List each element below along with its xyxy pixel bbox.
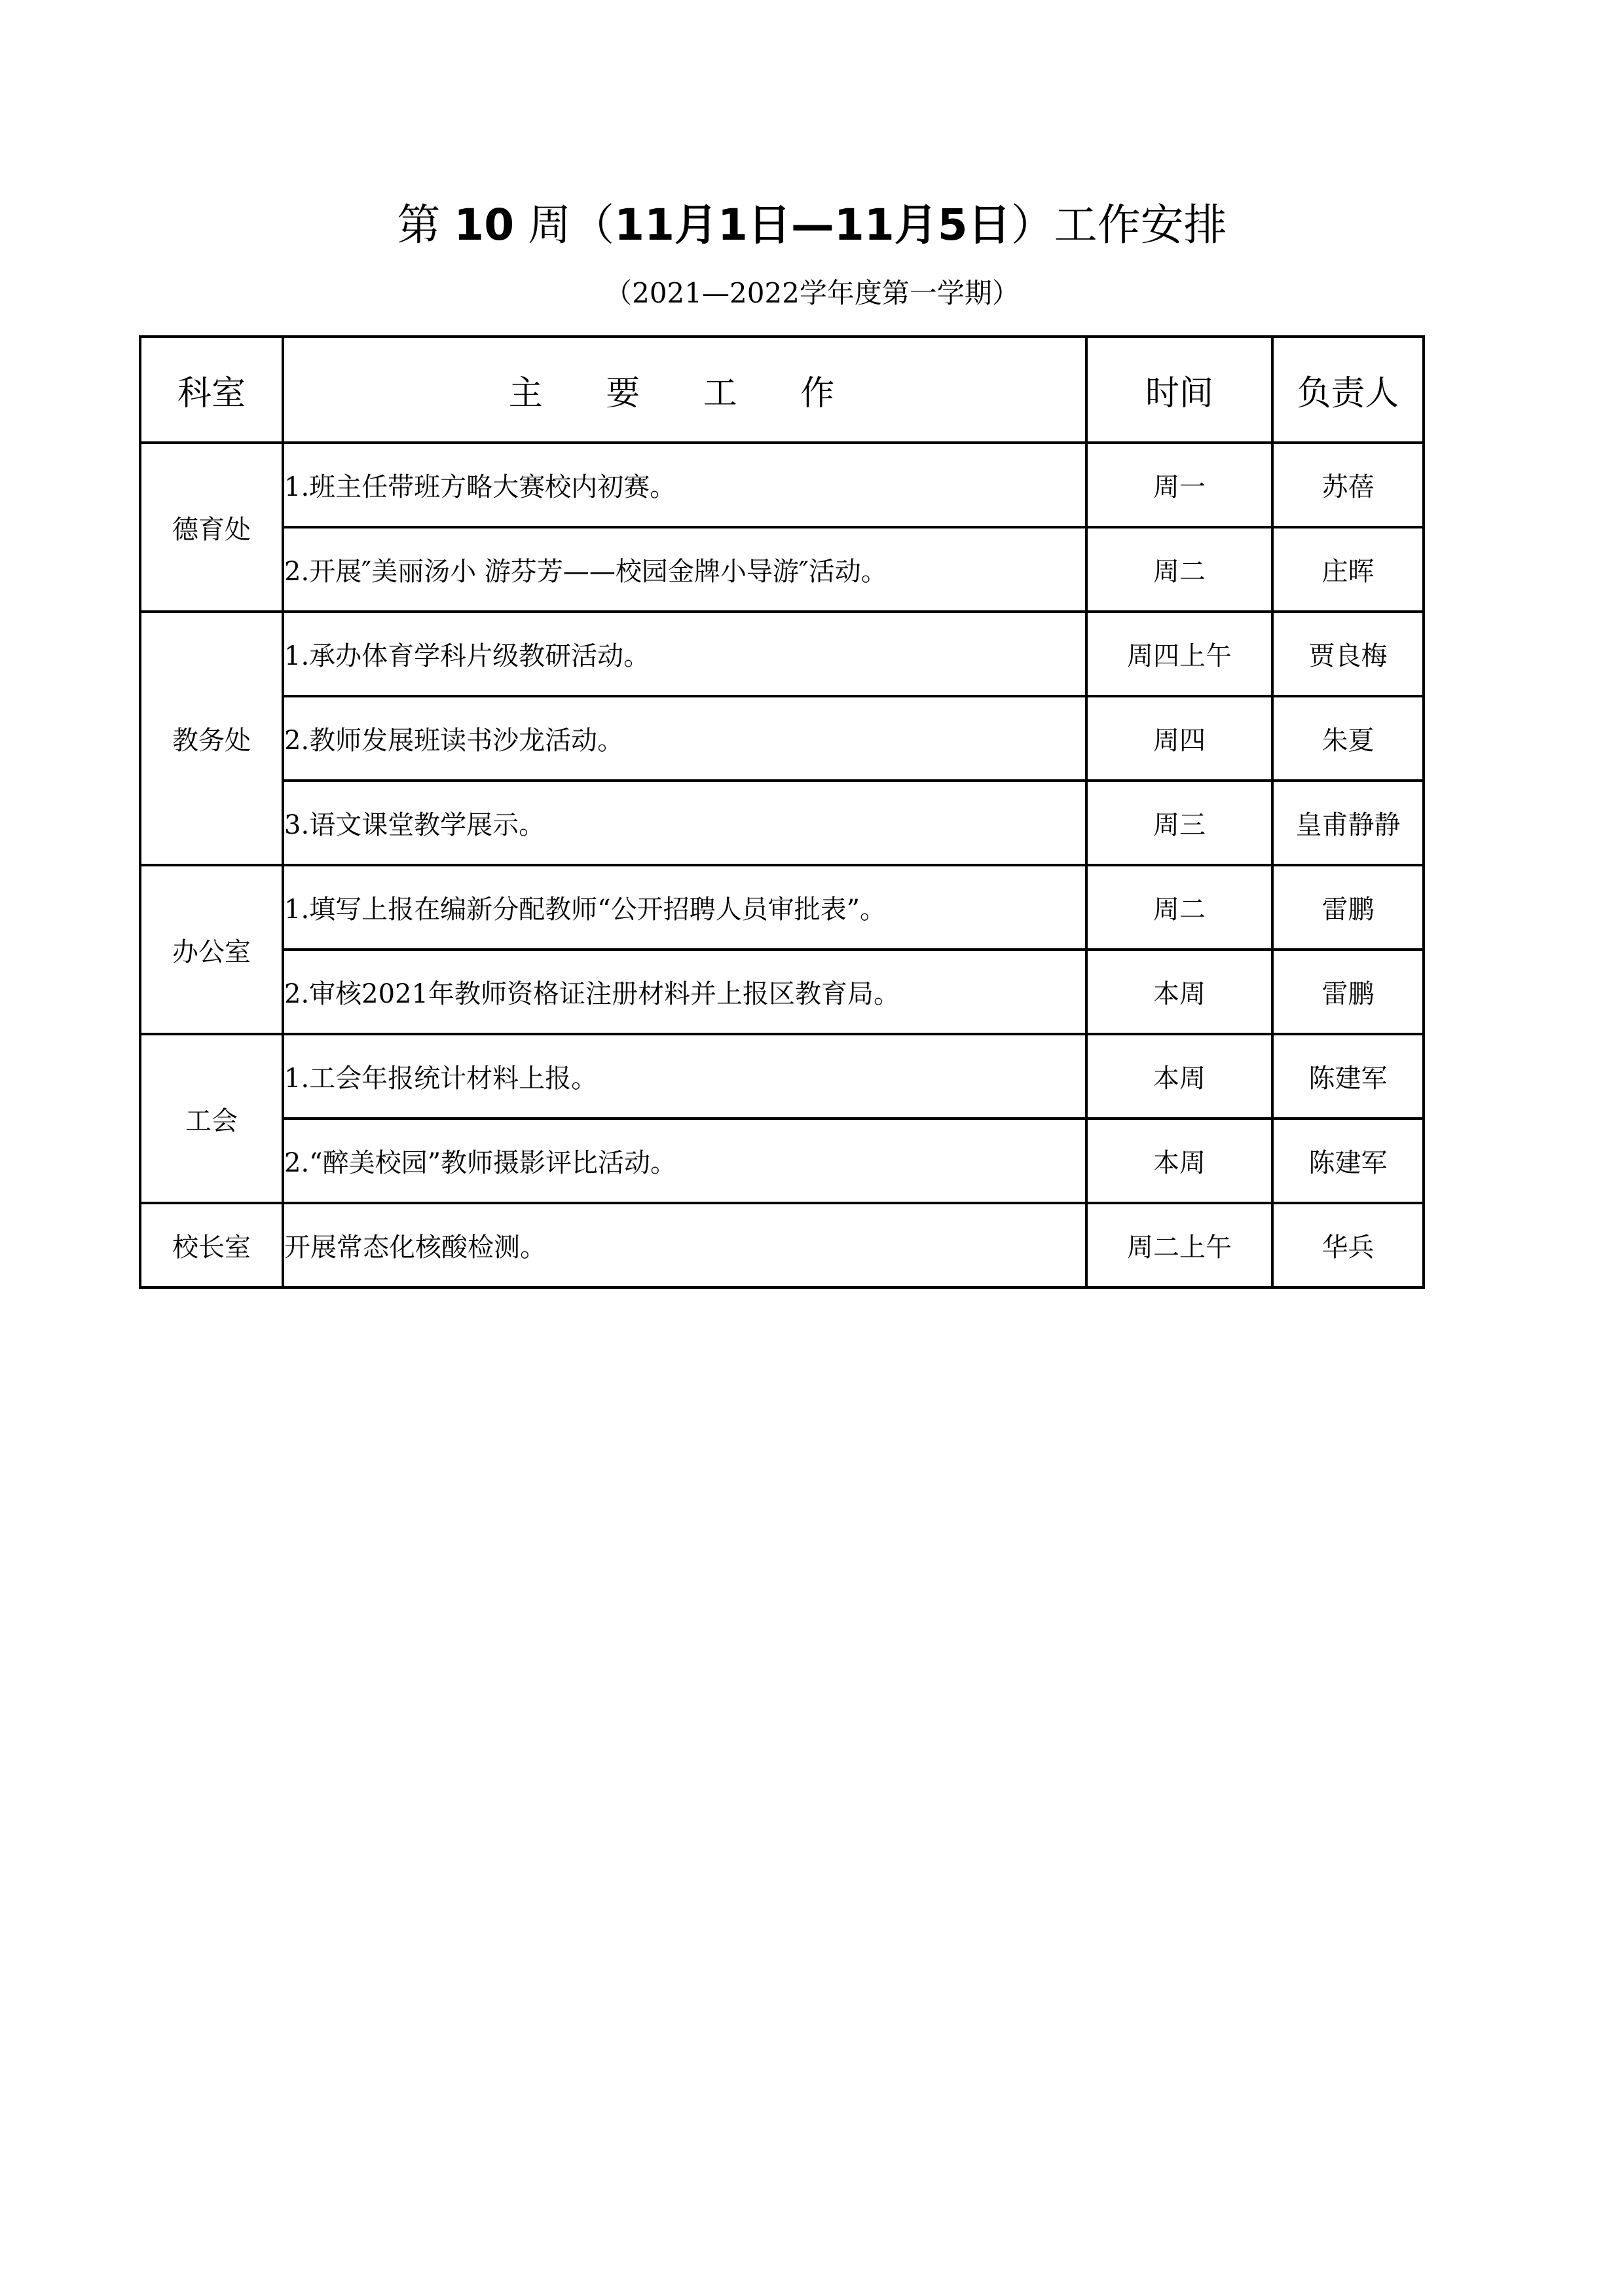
header-dept: 科室 [140,337,283,443]
owner-cell: 陈建军 [1272,1119,1424,1203]
page-subtitle: （2021—2022学年度第一学期） [604,277,1020,309]
time-cell: 周一 [1086,443,1272,527]
time-cell: 本周 [1086,1119,1272,1203]
table-row [140,1034,1424,1119]
dept-cell: 校长室 [140,1203,283,1287]
owner-cell: 皇甫静静 [1272,781,1424,865]
task-cell: 1.工会年报统计材料上报。 [283,1034,1086,1119]
owner-cell: 庄晖 [1272,527,1424,612]
time-cell: 本周 [1086,1034,1272,1119]
time-cell: 周四上午 [1086,612,1272,696]
table-row [140,1203,1424,1287]
owner-cell: 贾良梅 [1272,612,1424,696]
table-row [140,865,1424,950]
schedule-table [139,335,1425,1289]
owner-cell: 雷鹏 [1272,950,1424,1034]
time-cell: 周二 [1086,527,1272,612]
task-cell: 1.填写上报在编新分配教师“公开招聘人员审批表”。 [283,865,1086,950]
task-cell: 1.班主任带班方略大赛校内初赛。 [283,443,1086,527]
table-row [140,696,1424,781]
title-date-range: 11月1日—11月5日 [614,200,1011,250]
owner-cell: 朱夏 [1272,696,1424,781]
header-time: 时间 [1086,337,1272,443]
owner-cell: 苏蓓 [1272,443,1424,527]
owner-cell: 雷鹏 [1272,865,1424,950]
time-cell: 周二上午 [1086,1203,1272,1287]
table-row [140,612,1424,696]
task-cell: 开展常态化核酸检测。 [283,1203,1086,1287]
title-suffix: ）工作安排 [1010,200,1227,250]
dept-cell: 工会 [140,1034,283,1203]
table-row [140,527,1424,612]
owner-cell: 华兵 [1272,1203,1424,1287]
dept-cell: 教务处 [140,612,283,865]
header-row [140,337,1424,443]
time-cell: 周三 [1086,781,1272,865]
dept-cell: 办公室 [140,865,283,1034]
task-cell: 2.审核2021年教师资格证注册材料并上报区教育局。 [283,950,1086,1034]
task-cell: 2.“醉美校园”教师摄影评比活动。 [283,1119,1086,1203]
time-cell: 周二 [1086,865,1272,950]
table-row [140,781,1424,865]
title-prefix: 第 [397,200,441,250]
owner-cell: 陈建军 [1272,1034,1424,1119]
page-title [0,194,1624,257]
time-cell: 周四 [1086,696,1272,781]
title-week-label: 周（ [528,200,615,250]
task-cell: 3.语文课堂教学展示。 [283,781,1086,865]
time-cell: 本周 [1086,950,1272,1034]
title-week-number: 10 [454,200,515,250]
dept-cell: 德育处 [140,443,283,612]
task-cell: 2.开展″美丽汤小 游芬芳——校园金牌小导游″活动。 [283,527,1086,612]
task-cell: 2.教师发展班读书沙龙活动。 [283,696,1086,781]
table-row [140,443,1424,527]
task-cell: 1.承办体育学科片级教研活动。 [283,612,1086,696]
header-owner: 负责人 [1272,337,1424,443]
table-row [140,1119,1424,1203]
header-task: 主 要 工 作 [283,337,1086,443]
table-row [140,950,1424,1034]
